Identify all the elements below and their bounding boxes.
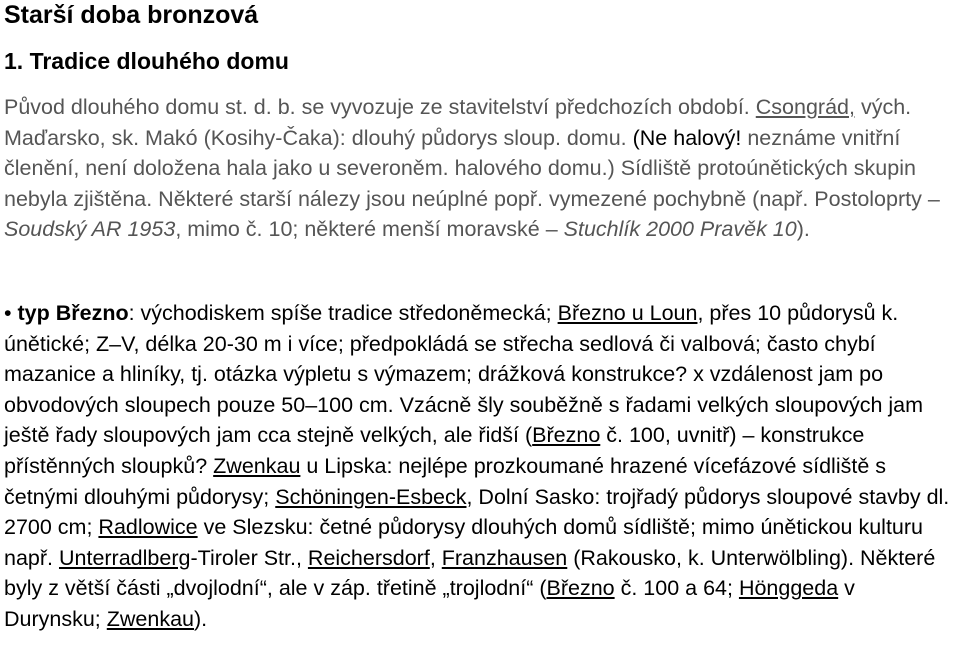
text-segment: ). bbox=[194, 606, 208, 631]
link-zwenkau-2[interactable]: Zwenkau bbox=[106, 606, 195, 631]
text-segment: č. 100, uvnitř) – konstrukce přístěnných sloupků? bbox=[4, 423, 865, 478]
link-franzhausen[interactable]: Franzhausen bbox=[441, 545, 568, 570]
link-brezno-2[interactable]: Březno bbox=[546, 576, 615, 601]
text-segment: u Lipska: nejlépe prozkoumané hrazené vícefázové sídliště s četnými dlouhými půdorysy; bbox=[4, 453, 887, 509]
text-segment: : východiskem spíše tradice středoněmecká; bbox=[128, 301, 558, 325]
text-segment: č. 100 a 64; bbox=[614, 576, 739, 601]
text-typ-brezno: typ Březno bbox=[17, 301, 129, 325]
link-radlowice[interactable]: Radlowice bbox=[98, 515, 198, 540]
text-segment: ve Slezsku: četné půdorysy dlouhých domů sídliště; mimo únětickou kulturu např. bbox=[4, 515, 923, 570]
text-segment: , bbox=[429, 545, 442, 570]
link-csongrad[interactable]: Csongrád, bbox=[755, 95, 855, 119]
text-end: ). bbox=[796, 217, 810, 242]
citation-soudsky: Soudský AR 1953 bbox=[4, 217, 176, 242]
text-members: neznáme vnitřní členění, není doložena hala jako u severoněm. halového domu.) Sídliště protoúnětických skupin nebyla zjištěna. Některé starší nálezy jsou neúplné popř. vymezené pochybně (např. Postoloprty – bbox=[4, 125, 940, 211]
text-segment: , Dolní Sasko: trojřadý půdorys sloupové stavby dl. 2700 cm; bbox=[4, 484, 950, 540]
link-brezno[interactable]: Březno bbox=[532, 423, 601, 448]
page-title: Starší doba bronzová bbox=[4, 1, 259, 29]
paragraph-brezno bbox=[4, 298, 954, 635]
link-schoningen-esbeck[interactable]: Schöningen-Esbeck bbox=[275, 484, 467, 509]
bullet: • bbox=[4, 301, 12, 325]
text-origin: Původ dlouhého domu st. d. b. se vyvozuje ze stavitelství předchozích období. bbox=[4, 95, 750, 119]
text-mimo: , mimo č. 10; některé menší moravské – bbox=[175, 217, 564, 242]
text-mako: vých. Maďarsko, sk. Makó (Kosihy-Čaka): dlouhý půdorys sloup. domu. bbox=[4, 95, 912, 150]
section-heading: 1. Tradice dlouhého domu bbox=[4, 48, 289, 74]
citation-stuchlik: Stuchlík 2000 Pravěk 10 bbox=[563, 217, 797, 242]
link-brezno-u-loun[interactable]: Březno u Loun bbox=[557, 301, 698, 325]
link-reichersdorf[interactable]: Reichersdorf bbox=[307, 545, 430, 570]
paragraph-origin bbox=[4, 92, 954, 245]
link-zwenkau[interactable]: Zwenkau bbox=[213, 453, 301, 478]
text-segment: -Tiroler Str., bbox=[190, 545, 308, 570]
text-segment: , přes 10 půdorysů k. únětické; Z–V, délka 20-30 m i více; předpokládá se střecha sedlová či valbová; často chybí mazanice a hliníky, tj. otázka výpletu s výmazem; drážková konstrukce? x vzdálenost jam po obvodových sloupech pouze 50–100 cm. Vzácně šly souběžně s řadami velkých sloupových jam ještě řady sloupových jam cca stejně velkých, ale řidší ( bbox=[4, 301, 924, 448]
text-segment: v Durynsku; bbox=[4, 576, 855, 631]
text-segment: (Rakousko, k. Unterwölbling). Některé byly z větší části „dvojlodní“, ale v záp. třetině „trojlodní“ ( bbox=[4, 545, 936, 601]
link-hongeda[interactable]: Hönggeda bbox=[738, 576, 839, 601]
text-ne-halovy: (Ne halový! bbox=[632, 125, 742, 150]
link-unterradlberg[interactable]: Unterradlberg bbox=[58, 545, 191, 570]
